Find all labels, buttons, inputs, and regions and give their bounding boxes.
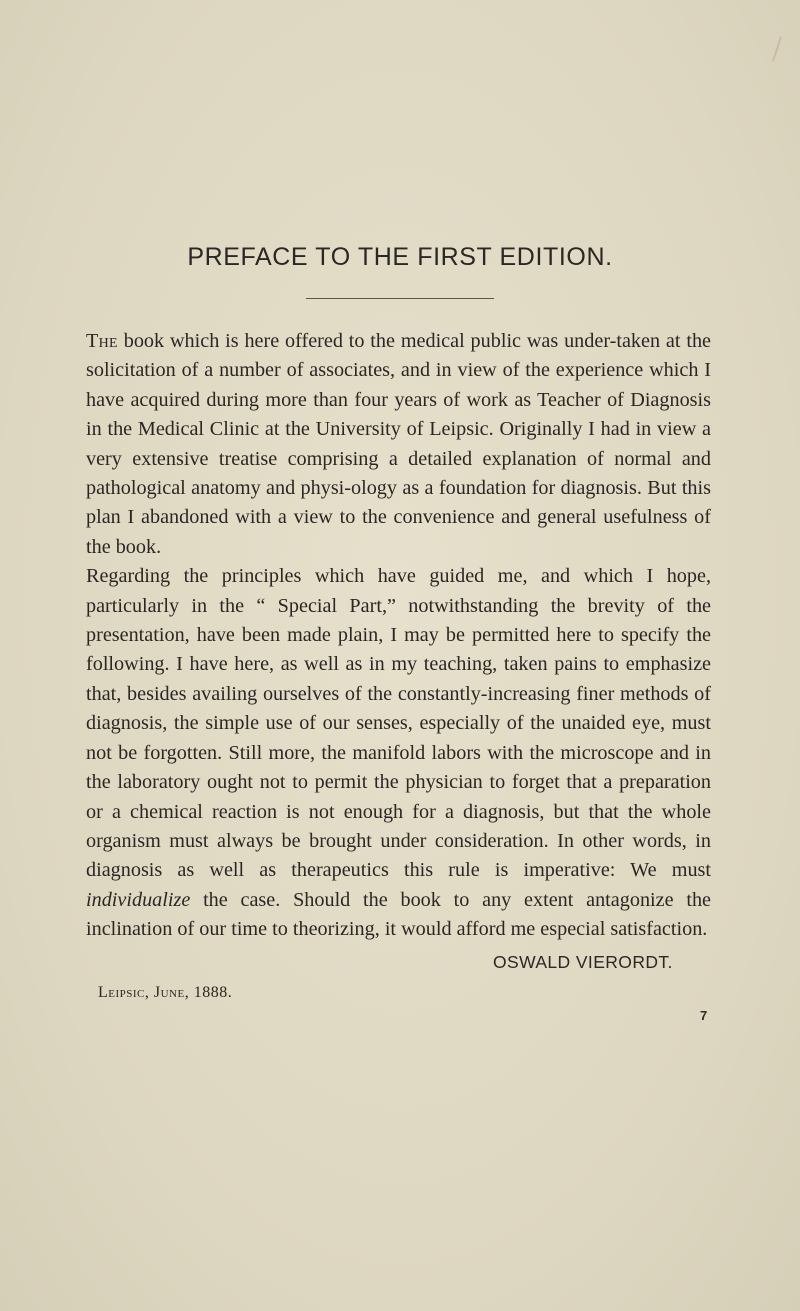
page-title: PREFACE TO THE FIRST EDITION.	[187, 243, 613, 271]
title-rule	[306, 298, 494, 299]
paragraph-2-text-end: the case. Should the book to any extent antagonize the inclination of our time to theorizing, it would afford me especial satisfaction.	[86, 888, 711, 941]
paragraph-1-text: book which is here offered to the medical public was under-taken at the solicitation of a number of associates, and in view of the experience which I have acquired during more than four years of work as Teacher of Diagnosis in the Medical Clinic at the University of Leipsic. Originally I had in view a very extensive treatise comprising a detailed explanation of normal and pathological anatomy and physi-ology as a foundation for diagnosis. But this plan I abandoned with a view to the convenience and general usefulness of the book.	[86, 330, 711, 558]
paragraph-1-first-word: The	[86, 330, 118, 352]
preface-body	[86, 327, 711, 945]
paragraph-1	[86, 327, 711, 562]
author-signature: OSWALD VIERORDT.	[493, 952, 673, 972]
paragraph-2-text: Regarding the principles which have guided me, and which I hope, particularly in the “ Special Part,” notwithstanding the brevity of the presentation, have been made plain, I may be permitted here to specify the following. I have here, as well as in my teaching, taken pains to emphasize that, besides availing ourselves of the constantly-increasing finer methods of diagnosis, the simple use of our senses, especially of the unaided eye, must not be forgotten. Still more, the manifold labors with the microscope and in the laboratory ought not to permit the physician to forget that a preparation or a chemical reaction is not enough for a diagnosis, but that the whole organism must always be brought under consideration. In other words, in diagnosis as well as therapeutics this rule is imperative: We must	[86, 565, 711, 882]
page-corner-mark	[772, 36, 782, 61]
page-number: 7	[700, 1008, 708, 1023]
paragraph-2-italic: individualize	[86, 888, 191, 911]
place-date: Leipsic, June, 1888.	[98, 984, 233, 1001]
paragraph-2	[86, 562, 711, 944]
